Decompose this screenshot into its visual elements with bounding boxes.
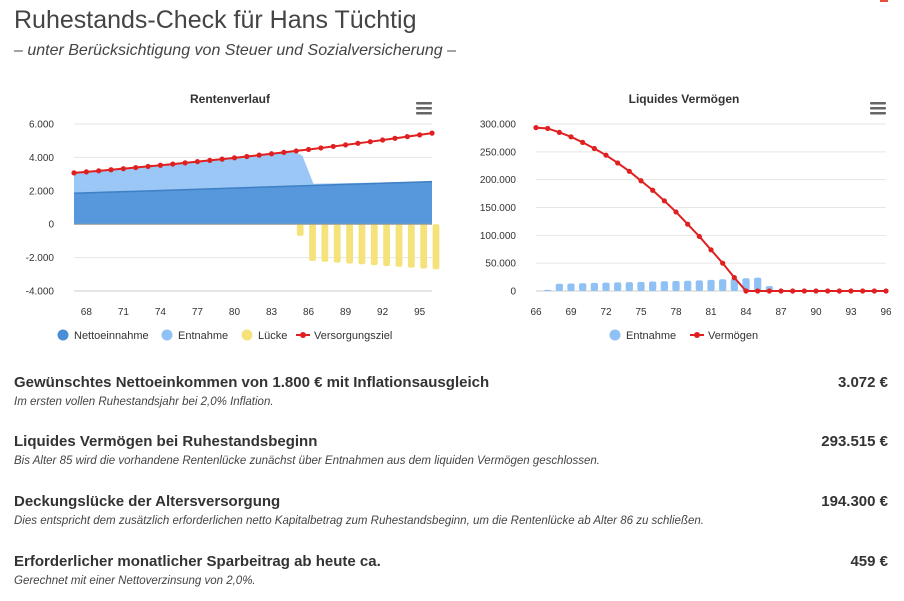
luecke-bar[interactable]	[433, 224, 440, 269]
entnahme-bar[interactable]	[579, 283, 586, 291]
legend-marker	[162, 330, 173, 341]
vermoegen-point[interactable]	[872, 288, 877, 293]
liquides-vermoegen-chart	[468, 78, 896, 350]
luecke-bar[interactable]	[334, 224, 341, 262]
liquides-vermoegen-chart-svg	[468, 78, 896, 350]
versorgungsziel-point[interactable]	[392, 136, 397, 141]
vermoegen-point[interactable]	[615, 160, 620, 165]
legend-label: Entnahme	[178, 330, 229, 342]
x-tick-label: 83	[265, 307, 278, 318]
versorgungsziel-point[interactable]	[121, 166, 126, 171]
chart-title: Rentenverlauf	[189, 92, 271, 106]
vermoegen-point[interactable]	[813, 288, 818, 293]
entnahme-bar[interactable]	[556, 284, 563, 291]
vermoegen-point[interactable]	[545, 126, 550, 131]
x-tick-label: 66	[530, 307, 542, 318]
x-tick-label: 68	[80, 307, 92, 318]
vermoegen-point[interactable]	[627, 169, 632, 174]
vermoegen-point[interactable]	[673, 209, 678, 214]
legend-label: Nettoeinnahme	[74, 330, 149, 342]
x-tick-label: 89	[340, 307, 352, 318]
luecke-bar[interactable]	[396, 224, 403, 267]
x-tick-label: 77	[191, 307, 204, 318]
versorgungsziel-point[interactable]	[183, 160, 188, 165]
x-tick-label: 75	[635, 307, 647, 318]
entnahme-bar[interactable]	[684, 281, 691, 291]
y-tick-label: 200.000	[479, 175, 516, 187]
legend-item[interactable]	[690, 330, 758, 342]
entnahme-bar[interactable]	[649, 282, 656, 291]
versorgungsziel-point[interactable]	[318, 145, 323, 150]
x-tick-label: 81	[705, 307, 717, 318]
versorgungsziel-point[interactable]	[257, 153, 262, 158]
vermoegen-point[interactable]	[860, 288, 865, 293]
vermoegen-point[interactable]	[568, 134, 573, 139]
x-tick-label: 80	[228, 307, 241, 318]
summary-note: Bis Alter 85 wird die vorhandene Rentenlücke zunächst über Entnahmen aus dem liquiden Vermögen geschlossen.	[14, 455, 601, 467]
vermoegen-point[interactable]	[778, 288, 783, 293]
entnahme-bar[interactable]	[719, 279, 726, 291]
luecke-bar[interactable]	[420, 224, 427, 268]
summary-note: Dies entspricht dem zusätzlich erforderlichen netto Kapitalbetrag zum Ruhestandsbeginn, um die Rentenlücke ab Alter 86 zu schließen.	[14, 515, 704, 527]
vermoegen-point[interactable]	[650, 188, 655, 193]
y-tick-label: 250.000	[479, 147, 516, 159]
summary-label: Liquides Vermögen bei Ruhestandsbeginn	[14, 433, 318, 450]
legend-label: Versorgungsziel	[314, 330, 393, 342]
entnahme-bar[interactable]	[637, 282, 644, 291]
versorgungsziel-point[interactable]	[417, 132, 422, 137]
versorgungsziel-point[interactable]	[343, 142, 348, 147]
legend-marker	[300, 332, 306, 338]
chart-menu-button[interactable]	[870, 102, 886, 115]
y-tick-label: 4.000	[28, 152, 54, 164]
versorgungsziel-point[interactable]	[158, 163, 163, 168]
legend-item[interactable]	[58, 330, 149, 343]
entnahme-bar[interactable]	[567, 283, 574, 291]
y-tick-label: -4.000	[25, 286, 54, 298]
entnahme-bar[interactable]	[696, 280, 703, 291]
versorgungsziel-point[interactable]	[84, 169, 89, 174]
entnahme-bar[interactable]	[672, 281, 679, 291]
versorgungsziel-point[interactable]	[306, 147, 311, 152]
x-tick-label: 84	[740, 307, 752, 318]
versorgungsziel-point[interactable]	[368, 139, 373, 144]
summary-value: 3.072 €	[837, 374, 888, 391]
versorgungsziel-point[interactable]	[207, 158, 212, 163]
legend-item[interactable]	[242, 330, 288, 343]
luecke-bar[interactable]	[408, 224, 415, 267]
versorgungsziel-point[interactable]	[331, 144, 336, 149]
x-tick-label: 93	[845, 307, 857, 318]
versorgungsziel-point[interactable]	[195, 159, 200, 164]
summary-label: Gewünschtes Nettoeinkommen von 1.800 € mit Inflationsausgleich	[14, 374, 490, 391]
versorgungsziel-point[interactable]	[71, 170, 76, 175]
vermoegen-point[interactable]	[638, 178, 643, 183]
entnahme-bar[interactable]	[661, 281, 668, 291]
vermoegen-point[interactable]	[837, 288, 842, 293]
vermoegen-point[interactable]	[790, 288, 795, 293]
legend-item[interactable]	[162, 330, 229, 343]
y-tick-label: -2.000	[25, 253, 54, 265]
x-tick-label: 78	[670, 307, 682, 318]
vermoegen-point[interactable]	[848, 288, 853, 293]
summary-value: 194.300 €	[821, 493, 888, 510]
luecke-bar[interactable]	[346, 224, 353, 263]
legend-label: Entnahme	[626, 330, 677, 342]
vermoegen-point[interactable]	[662, 198, 667, 203]
entnahme-bar[interactable]	[602, 283, 609, 291]
chart-menu-button[interactable]	[416, 102, 432, 115]
versorgungsziel-point[interactable]	[269, 151, 274, 156]
vermoegen-point[interactable]	[755, 288, 760, 293]
x-tick-label: 74	[154, 307, 166, 318]
vermoegen-point[interactable]	[603, 153, 608, 158]
vermoegen-point[interactable]	[883, 288, 888, 293]
x-tick-label: 92	[377, 307, 389, 318]
versorgungsziel-point[interactable]	[170, 161, 175, 166]
y-tick-label: 0	[510, 286, 516, 298]
vermoegen-point[interactable]	[743, 288, 748, 293]
legend-label: Vermögen	[708, 330, 759, 342]
entnahme-bar[interactable]	[614, 282, 621, 291]
versorgungsziel-point[interactable]	[429, 131, 434, 136]
hamburger-menu-icon	[870, 102, 886, 115]
versorgungsziel-point[interactable]	[281, 150, 286, 155]
versorgungsziel-point[interactable]	[232, 155, 237, 160]
summary-note: Gerechnet mit einer Nettoverzinsung von 2,0%.	[14, 575, 256, 587]
x-tick-label: 71	[117, 307, 129, 318]
summary-value: 293.515 €	[821, 433, 888, 450]
summary-value: 459 €	[850, 553, 888, 570]
vermoegen-point[interactable]	[685, 222, 690, 227]
entnahme-bar[interactable]	[544, 290, 551, 291]
versorgungsziel-point[interactable]	[294, 148, 299, 153]
y-tick-label: 100.000	[479, 230, 516, 242]
versorgungsziel-point[interactable]	[133, 165, 138, 170]
entnahme-bar[interactable]	[626, 282, 633, 291]
vermoegen-point[interactable]	[767, 288, 772, 293]
versorgungsziel-point[interactable]	[405, 134, 410, 139]
legend-label: Lücke	[258, 330, 288, 342]
entnahme-bar[interactable]	[707, 280, 714, 291]
legend-marker	[242, 330, 253, 341]
summary-label: Deckungslücke der Altersversorgung	[14, 493, 281, 510]
y-tick-label: 300.000	[479, 119, 516, 131]
vermoegen-point[interactable]	[802, 288, 807, 293]
vermoegen-point[interactable]	[708, 247, 713, 252]
versorgungsziel-point[interactable]	[355, 141, 360, 146]
versorgungsziel-point[interactable]	[145, 164, 150, 169]
legend-marker	[694, 332, 700, 338]
vermoegen-point[interactable]	[825, 288, 830, 293]
x-tick-label: 87	[775, 307, 787, 318]
vermoegen-point[interactable]	[580, 140, 585, 145]
y-tick-label: 2.000	[28, 186, 54, 198]
x-tick-label: 96	[880, 307, 892, 318]
summary-label: Erforderlicher monatlicher Sparbeitrag ab heute ca.	[14, 553, 381, 570]
chart-title: Liquides Vermögen	[628, 92, 740, 106]
luecke-bar[interactable]	[322, 224, 329, 262]
page-title: Ruhestands-Check für Hans Tüchtig	[14, 6, 417, 34]
luecke-bar[interactable]	[383, 224, 390, 266]
y-tick-label: 6.000	[28, 119, 54, 131]
luecke-bar[interactable]	[371, 224, 378, 265]
x-tick-label: 72	[600, 307, 612, 318]
top-edge-accent	[880, 0, 888, 2]
luecke-bar[interactable]	[297, 224, 304, 236]
vermoegen-point[interactable]	[720, 261, 725, 266]
x-tick-label: 86	[302, 307, 315, 318]
vermoegen-point[interactable]	[697, 234, 702, 239]
x-tick-label: 69	[565, 307, 577, 318]
summary-note: Im ersten vollen Ruhestandsjahr bei 2,0% Inflation.	[14, 396, 274, 408]
versorgungsziel-point[interactable]	[220, 157, 225, 162]
luecke-bar[interactable]	[359, 224, 366, 264]
y-tick-label: 150.000	[479, 203, 516, 214]
y-tick-label: 50.000	[485, 258, 516, 270]
x-tick-label: 90	[810, 307, 822, 318]
page-subtitle: – unter Berücksichtigung von Steuer und Sozialversicherung –	[14, 42, 457, 59]
versorgungsziel-point[interactable]	[96, 168, 101, 173]
vermoegen-point[interactable]	[592, 146, 597, 151]
vermoegen-point[interactable]	[557, 130, 562, 135]
y-tick-label: 0	[48, 219, 54, 231]
luecke-bar[interactable]	[309, 224, 316, 261]
vermoegen-point[interactable]	[533, 125, 538, 130]
vermoegen-point[interactable]	[732, 275, 737, 280]
rentenverlauf-chart	[10, 78, 442, 350]
x-tick-label: 95	[414, 307, 426, 318]
rentenverlauf-chart-svg	[10, 78, 442, 350]
versorgungsziel-point[interactable]	[380, 137, 385, 142]
entnahme-bar[interactable]	[591, 283, 598, 291]
hamburger-menu-icon	[416, 102, 432, 115]
legend-marker	[610, 330, 621, 341]
legend-marker	[58, 330, 69, 341]
versorgungsziel-point[interactable]	[108, 167, 113, 172]
legend-item[interactable]	[296, 330, 392, 342]
legend-item[interactable]	[610, 330, 677, 343]
versorgungsziel-point[interactable]	[244, 154, 249, 159]
